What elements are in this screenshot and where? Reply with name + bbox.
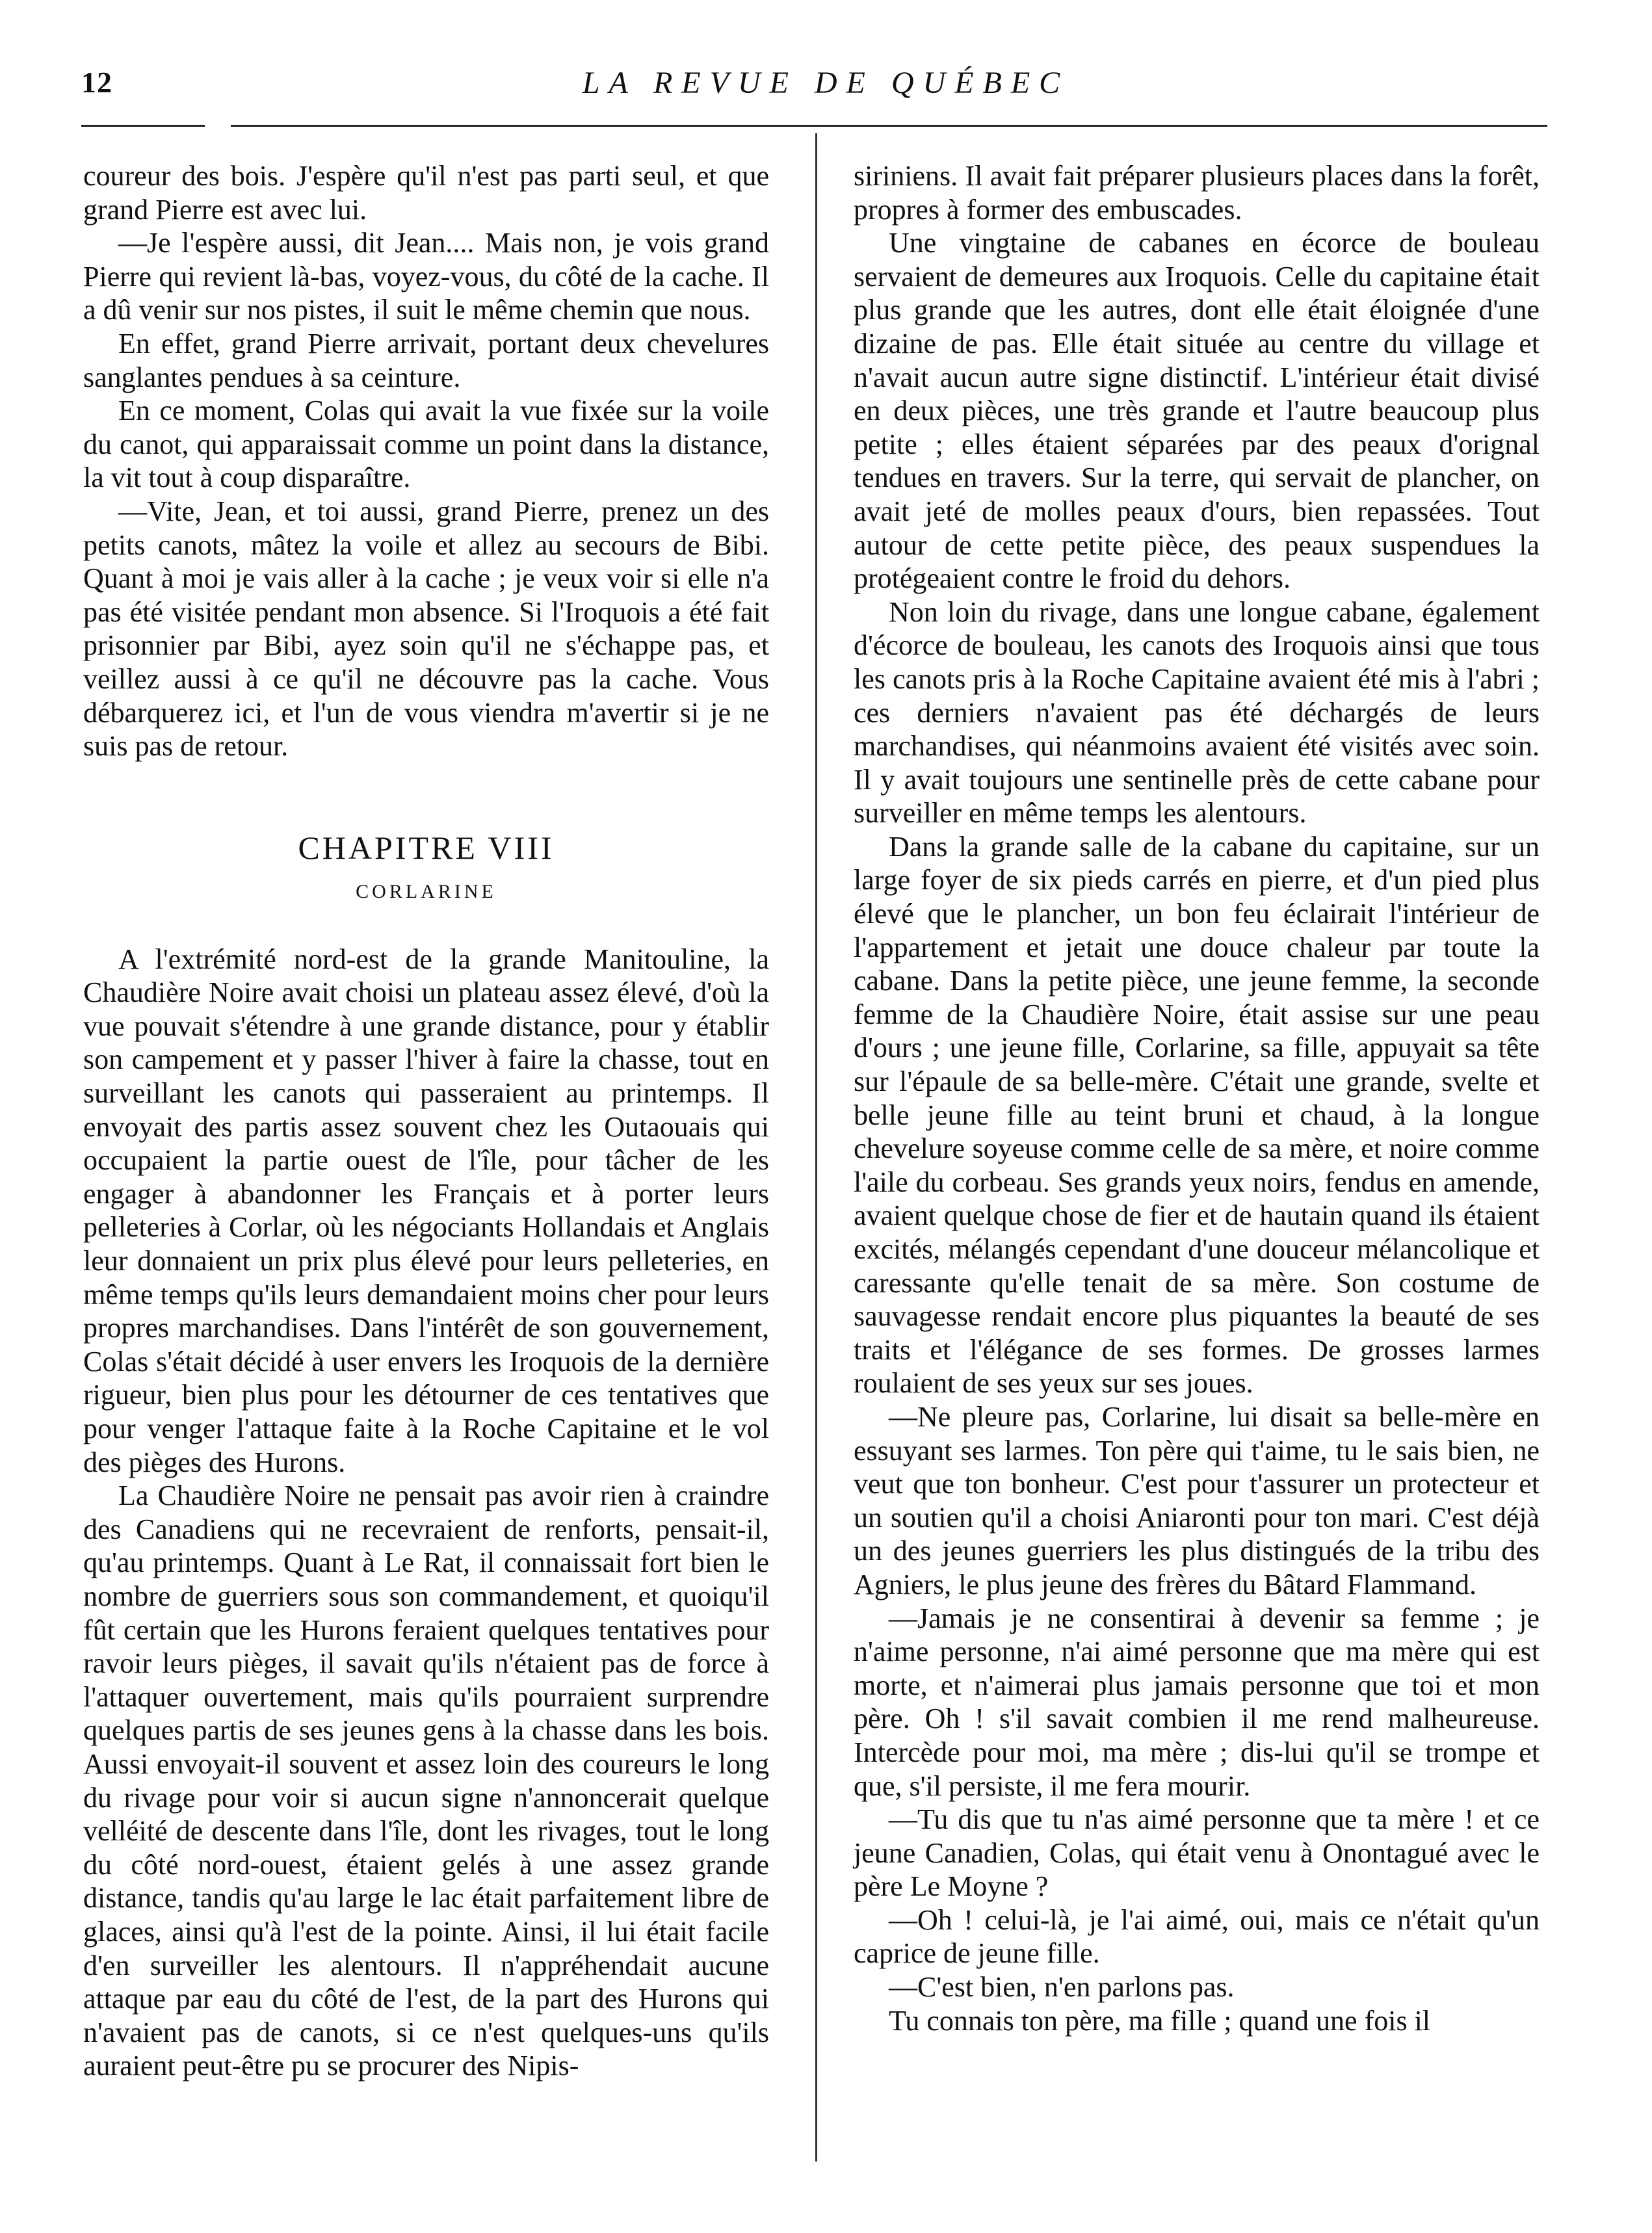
paragraph: coureur des bois. J'espère qu'il n'est pas parti seul, et que grand Pierre est avec lui. [83, 160, 769, 226]
paragraph: siriniens. Il avait fait préparer plusieurs places dans la forêt, propres à former des embuscades. [854, 160, 1540, 226]
header-rule [231, 125, 1547, 127]
left-column [83, 159, 769, 2083]
chapter-subtitle: CORLARINE [356, 880, 497, 902]
column-divider [815, 133, 817, 2161]
paragraph: Une vingtaine de cabanes en écorce de bouleau servaient de demeures aux Iroquois. Celle du capitaine était plus grande que les autres, dont elle était éloignée d'une dizaine de pas. Elle était située au centre du village et n'avait aucun autre signe distinctif. L'intérieur était divisé en deux pièces, une très grande et l'autre beaucoup plus petite ; elles étaient séparées par des peaux d'orignal tendues en travers. Sur la terre, qui servait de plancher, on avait jeté de molles peaux d'ours, bien repassées. Tout autour de cette petite pièce, des peaux suspendues la protégeaient contre le froid du dehors. [854, 227, 1540, 595]
page-number: 12 [81, 66, 112, 99]
page-header [0, 0, 1652, 117]
paragraph: En effet, grand Pierre arrivait, portant deux chevelures sanglantes pendues à sa ceinture. [83, 327, 769, 393]
paragraph: En ce moment, Colas qui avait la vue fixée sur la voile du canot, qui apparaissait comme un point dans la distance, la vit tout à coup disparaître. [83, 395, 769, 494]
paragraph: —C'est bien, n'en parlons pas. [889, 1971, 1235, 2004]
paragraph: Dans la grande salle de la cabane du capitaine, sur un large foyer de six pieds carrés en pierre, et d'un pied plus élevé que le plancher, un bon feu éclairait l'intérieur de l'appartement et jetait une douce chaleur par toute la cabane. Dans la petite pièce, une jeune femme, la seconde femme de la Chaudière Noire, était assise sur une peau d'ours ; une jeune fille, Corlarine, sa fille, appuyait sa tête sur l'épaule de sa belle-mère. C'était une grande, svelte et belle jeune fille au teint bruni et chaud, à la longue chevelure soyeuse comme celle de sa mère, et noire comme l'aile du corbeau. Ses grands yeux noirs, fendus en amende, avaient quelque chose de fier et de hautain quand ils étaient excités, mélangés cependant d'une douceur mélancolique et caressante qu'elle tenait de sa mère. Son costume de sauvagesse rendait encore plus piquantes la beauté de ses traits et l'élégance de ses formes. De grosses larmes roulaient de ses yeux sur ses joues. [854, 830, 1540, 1400]
running-title: LA REVUE DE QUÉBEC [582, 66, 1069, 100]
chapter-title: CHAPITRE VIII [298, 829, 555, 866]
paragraph: —Vite, Jean, et toi aussi, grand Pierre, prenez un des petits canots, mâtez la voile et allez au secours de Bibi. Quant à moi je vais aller à la cache ; je veux voir si elle n'a pas été visitée pendant mon absence. Si l'Iroquois a été fait prisonnier par Bibi, ayez soin qu'il ne s'échappe pas, et veillez aussi à ce qu'il ne découvre pas la cache. Vous débarquerez ici, et l'un de vous viendra m'avertir si je ne suis pas de retour. [83, 495, 769, 763]
paragraph: —Ne pleure pas, Corlarine, lui disait sa belle-mère en essuyant ses larmes. Ton père qui t'aime, tu le sais bien, ne veut que ton bonheur. C'est pour t'assurer un protecteur et un soutien qu'il a choisi Aniaronti pour ton mari. C'est déjà un des jeunes guerriers les plus distingués de la tribu des Agniers, le plus jeune des frères du Bâtard Flammand. [854, 1400, 1540, 1600]
right-column [854, 159, 1540, 2037]
paragraph: Tu connais ton père, ma fille ; quand une fois il [889, 2004, 1431, 2037]
paragraph: —Jamais je ne consentirai à devenir sa femme ; je n'aime personne, n'ai aimé personne que ma mère qui est morte, et n'aimerai plus jamais personne que toi et mon père. Oh ! s'il savait combien il me rend malheureuse. Intercède pour moi, ma mère ; dis-lui qu'il se trompe et que, s'il persiste, il me fera mourir. [854, 1602, 1540, 1802]
paragraph: —Oh ! celui-là, je l'ai aimé, oui, mais ce n'était qu'un caprice de jeune fille. [854, 1903, 1540, 1970]
paragraph: —Je l'espère aussi, dit Jean.... Mais non, je vois grand Pierre qui revient là-bas, voyez-vous, du côté de la cache. Il a dû venir sur nos pistes, il suit le même chemin que nous. [83, 227, 769, 326]
paragraph: A l'extrémité nord-est de la grande Manitouline, la Chaudière Noire avait choisi un plateau assez élevé, d'où la vue pouvait s'étendre à une grande distance, pour y établir son campement et y passer l'hiver à faire la chasse, tout en surveillant les canots qui passeraient au printemps. Il envoyait des partis assez souvent chez les Outaouais qui occupaient la partie ouest de l'île, pour tâcher de les engager à abandonner les Français et à porter leurs pelleteries à Corlar, où les négociants Hollandais et Anglais leur donnaient un prix plus élevé pour leurs pelleteries, en même temps qu'ils leurs demandaient moins cher pour leurs propres marchandises. Dans l'intérêt de son gouvernement, Colas s'était décidé à user envers les Iroquois de la dernière rigueur, bien plus pour les détourner de ces tentatives que pour venger l'attaque faite à la Roche Capitaine et le vol des pièges des Hurons. [83, 943, 769, 1478]
paragraph: La Chaudière Noire ne pensait pas avoir rien à craindre des Canadiens qui ne recevraient de renforts, pensait-il, qu'au printemps. Quant à Le Rat, il connaissait fort bien le nombre de guerriers sous son commandement, et quoiqu'il fût certain que les Hurons feraient quelques tentatives pour ravoir leurs pièges, il savait qu'ils n'étaient pas de force à l'attaquer ouvertement, mais qu'ils pourraient surprendre quelques partis de ses jeunes gens à la chasse dans les bois. Aussi envoyait-il souvent et assez loin des coureurs le long du rivage pour voir si aucun signe n'annoncerait quelque velléité de descente dans l'île, dont les rivages, tout le long du côté nord-ouest, étaient gelés à une assez grande distance, tandis qu'au large le lac était parfaitement libre de glaces, ainsi qu'à l'est de la pointe. Ainsi, il lui était facile d'en surveiller les alentours. Il n'appréhendait aucune attaque par eau du côté de l'est, de la part des Hurons qui n'avaient pas de canots, si ce n'est quelques-uns qu'ils auraient peut-être pu se procurer des Nipis- [83, 1480, 769, 2082]
header-rule-short [81, 125, 205, 127]
paragraph: —Tu dis que tu n'as aimé personne que ta mère ! et ce jeune Canadien, Colas, qui était venu à Onontagué avec le père Le Moyne ? [854, 1803, 1540, 1903]
paragraph: Non loin du rivage, dans une longue cabane, également d'écorce de bouleau, les canots des Iroquois ainsi que tous les canots pris à la Roche Capitaine avaient été mis à l'abri ; ces derniers n'avaient pas été déchargés de leurs marchandises, qui néanmoins avaient été visités avec soin. Il y avait toujours une sentinelle près de cette cabane pour surveiller en même temps les alentours. [854, 595, 1540, 829]
